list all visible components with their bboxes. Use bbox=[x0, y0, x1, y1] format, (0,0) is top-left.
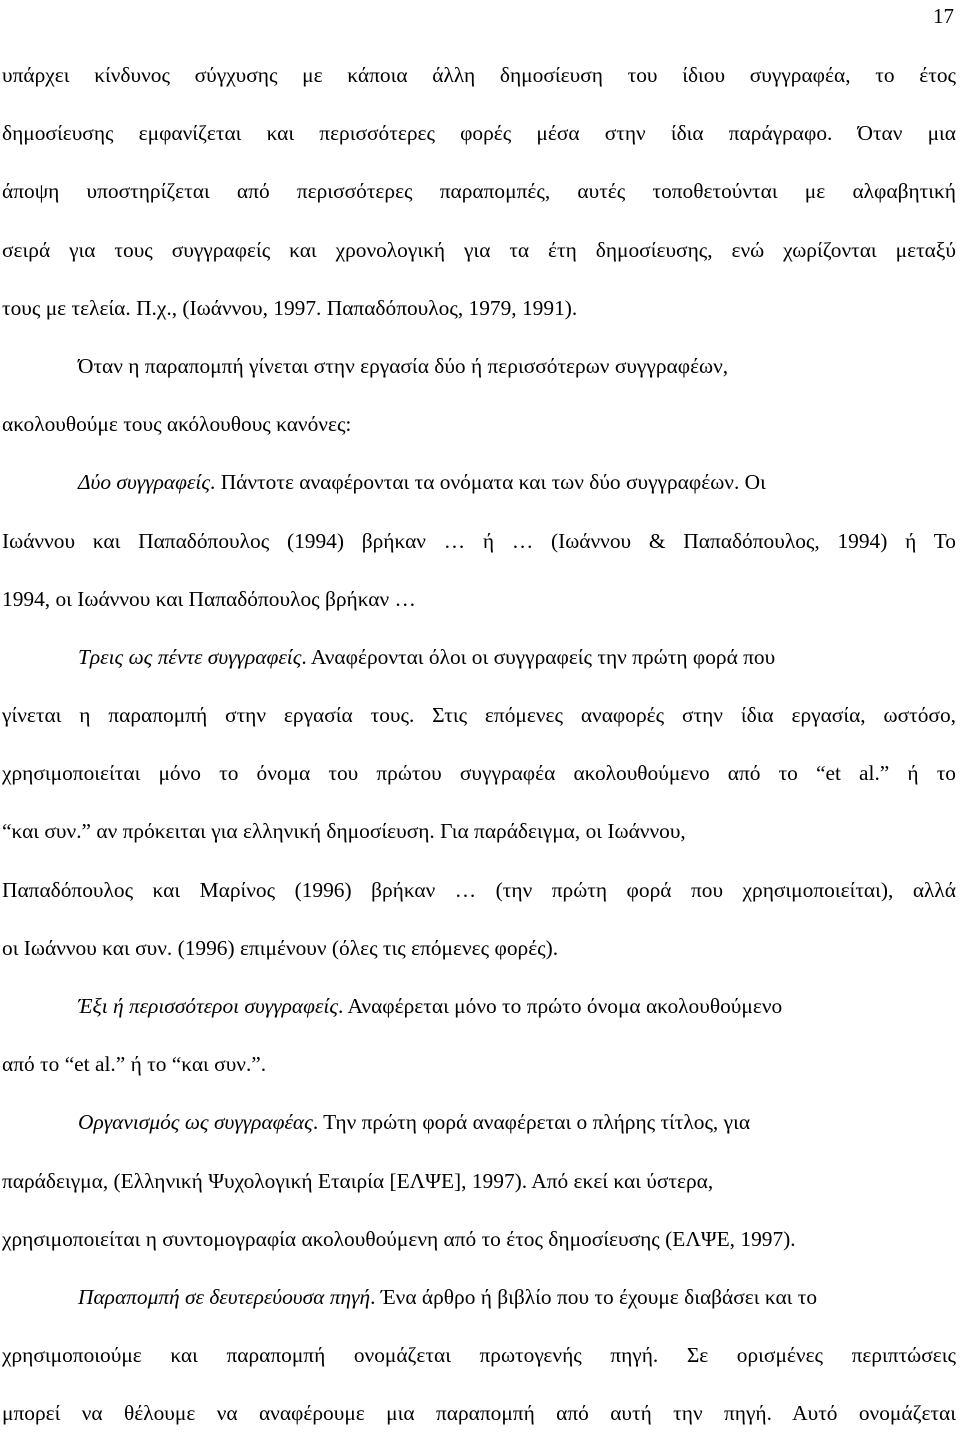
text-line: ακολουθούμε τους ακόλουθους κανόνες: bbox=[2, 412, 352, 437]
text-line: Τρεις ως πέντε συγγραφείς. Αναφέρονται όλοι οι συγγραφείς την πρώτη φορά που bbox=[78, 644, 776, 669]
text-line: από το “et al.” ή το “και συν.”. bbox=[2, 1052, 267, 1077]
text-line: Όταν η παραπομπή γίνεται στην εργασία δύο ή περισσότερων συγγραφέων, bbox=[78, 353, 729, 378]
text-line: οι Ιωάννου και συν. (1996) επιμένουν (όλες τις επόμενες φορές). bbox=[2, 935, 559, 960]
text-line: σειρά για τους συγγραφείς και χρονολογική για τα έτη δημοσίευσης, ενώ χωρίζονται μεταξύ bbox=[2, 237, 956, 262]
document-body bbox=[0, 46, 960, 1443]
text-line: δημοσίευσης εμφανίζεται και περισσότερες φορές μέσα στην ίδια παράγραφο. Όταν μια bbox=[2, 121, 956, 146]
text-line: χρησιμοποιείται μόνο το όνομα του πρώτου συγγραφέα ακολουθούμενο από το “et al.” ή το bbox=[2, 761, 956, 786]
text-line: 1994, οι Ιωάννου και Παπαδόπουλος βρήκαν … bbox=[2, 586, 416, 611]
run-in-heading: Οργανισμός ως συγγραφέας bbox=[78, 1110, 313, 1135]
text-line: Παραπομπή σε δευτερεύουσα πηγή. Ένα άρθρο ή βιβλίο που το έχουμε διαβάσει και το bbox=[78, 1284, 818, 1309]
text-line: χρησιμοποιείται η συντομογραφία ακολουθούμενη από το έτος δημοσίευσης (ΕΛΨΕ, 1997). bbox=[2, 1226, 796, 1251]
text-line: Έξι ή περισσότεροι συγγραφείς. Αναφέρεται μόνο το πρώτο όνομα ακολουθούμενο bbox=[78, 994, 783, 1018]
text-line: υπάρχει κίνδυνος σύγχυσης με κάποια άλλη δημοσίευση του ίδιου συγγραφέα, το έτος bbox=[2, 63, 956, 87]
run-in-heading: Έξι ή περισσότεροι συγγραφείς bbox=[78, 994, 339, 1018]
text-line: “και συν.” αν πρόκειται για ελληνική δημοσίευση. Για παράδειγμα, οι Ιωάννου, bbox=[2, 819, 686, 844]
text-line: Οργανισμός ως συγγραφέας. Την πρώτη φορά αναφέρεται ο πλήρης τίτλος, για bbox=[78, 1110, 751, 1135]
text-line: παράδειγμα, (Ελληνική Ψυχολογική Εταιρία [ΕΛΨΕ], 1997). Από εκεί και ύστερα, bbox=[2, 1168, 714, 1193]
text-line: γίνεται η παραπομπή στην εργασία τους. Στις επόμενες αναφορές στην ίδια εργασία, ωστόσο, bbox=[2, 703, 956, 728]
text-line: Ιωάννου και Παπαδόπουλος (1994) βρήκαν … ή … (Ιωάννου & Παπαδόπουλος, 1994) ή Το bbox=[2, 528, 956, 553]
text-line: τους με τελεία. Π.χ., (Ιωάννου, 1997. Παπαδόπουλος, 1979, 1991). bbox=[2, 295, 578, 320]
text-line: άποψη υποστηρίζεται από περισσότερες παραπομπές, αυτές τοποθετούνται με αλφαβητική bbox=[2, 179, 956, 204]
run-in-heading: Δύο συγγραφείς bbox=[78, 470, 211, 495]
text-line: Παπαδόπουλος και Μαρίνος (1996) βρήκαν … (την πρώτη φορά που χρησιμοποιείται), αλλά bbox=[2, 877, 956, 902]
run-in-heading: Τρεις ως πέντε συγγραφείς bbox=[78, 644, 302, 669]
text-line: χρησιμοποιούμε και παραπομπή ονομάζεται πρωτογενής πηγή. Σε ορισμένες περιπτώσεις bbox=[2, 1343, 956, 1368]
page-number: 17 bbox=[933, 4, 954, 28]
text-line: Δύο συγγραφείς. Πάντοτε αναφέρονται τα ονόματα και των δύο συγγραφέων. Οι bbox=[78, 470, 766, 495]
run-in-heading: Παραπομπή σε δευτερεύουσα πηγή bbox=[78, 1284, 371, 1309]
text-line: μπορεί να θέλουμε να αναφέρουμε μια παραπομπή από αυτή την πηγή. Αυτό ονομάζεται bbox=[2, 1401, 956, 1426]
